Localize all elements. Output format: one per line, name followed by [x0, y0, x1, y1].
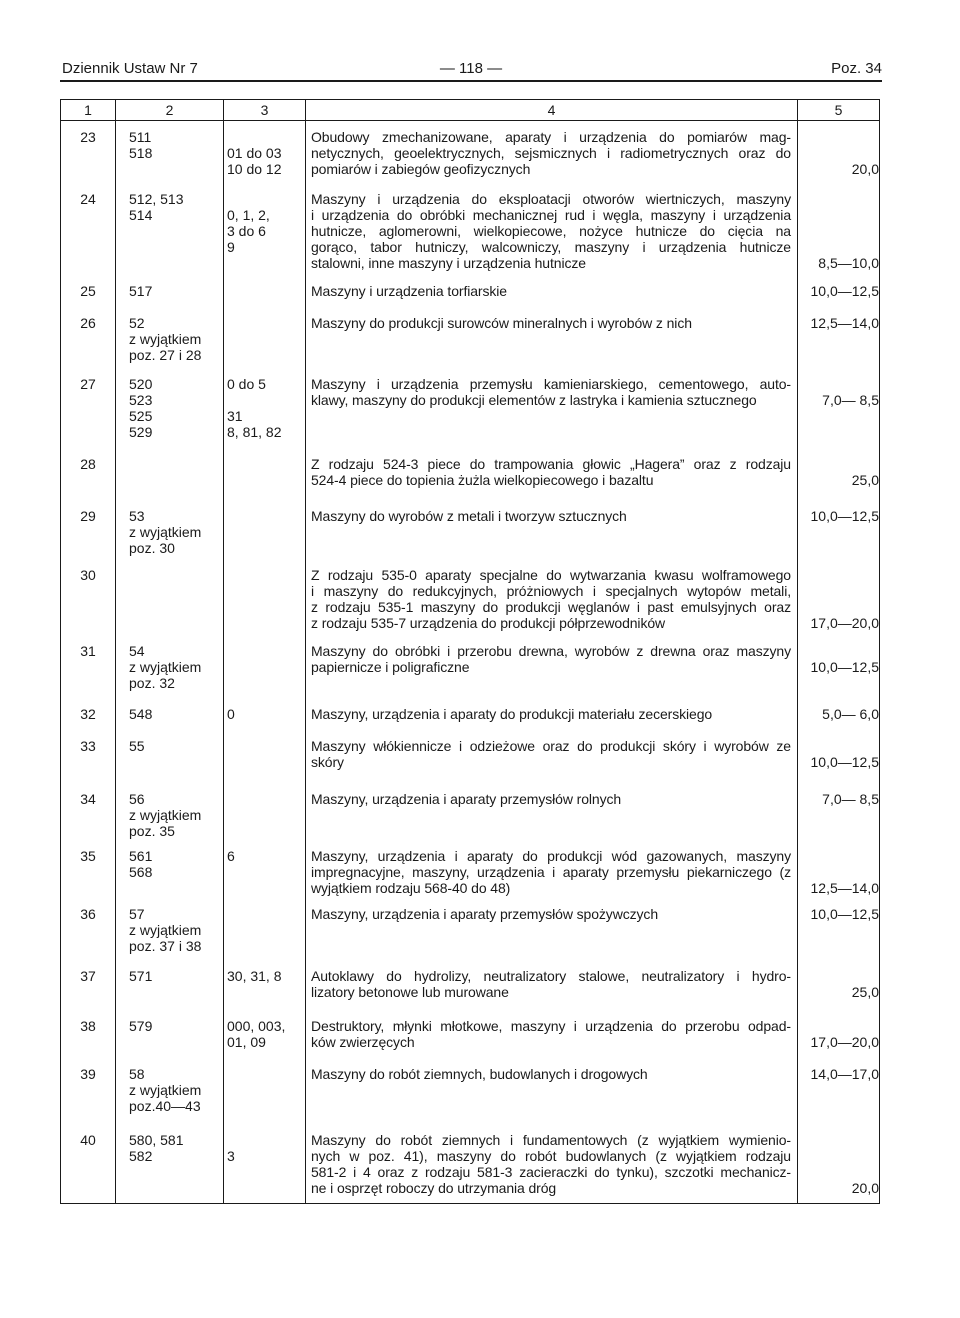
group-code: 517	[129, 283, 153, 299]
row-number: 27	[80, 376, 96, 392]
group-code: 56	[129, 791, 145, 807]
group-code: poz. 35	[129, 823, 175, 839]
position-number: Poz. 34	[831, 60, 882, 77]
description-line: nych w poz. 41), maszyny do robót budowlanych (z wyjątkiem rodzaju	[311, 1148, 791, 1164]
description-line: klawy, maszyny do produkcji elementów z lastryka i kamienia sztucznego	[311, 392, 757, 408]
subgroup-code: 9	[227, 239, 235, 255]
description-line: Maszyny do obróbki i przerobu drewna, wyrobów z drewna oraz maszyny	[311, 643, 791, 659]
subgroup-code: 3 do 6	[227, 223, 266, 239]
subgroup-code: 30, 31, 8	[227, 968, 282, 984]
group-code: 53	[129, 508, 145, 524]
depreciation-rate: 7,0— 8,5	[822, 392, 879, 408]
row-number: 37	[80, 968, 96, 984]
group-code: 58	[129, 1066, 145, 1082]
subgroup-code: 3	[227, 1148, 235, 1164]
group-code: 580, 581	[129, 1132, 184, 1148]
depreciation-rate: 10,0—12,5	[810, 906, 879, 922]
subgroup-code: 0, 1, 2,	[227, 207, 270, 223]
group-code: 523	[129, 392, 153, 408]
description-line: Maszyny do robót ziemnych i fundamentowych (z wyjątkiem wymienio-	[311, 1132, 791, 1148]
group-code: 548	[129, 706, 153, 722]
row-number: 35	[80, 848, 96, 864]
subgroup-code: 6	[227, 848, 235, 864]
subgroup-code: 0	[227, 706, 235, 722]
group-code: 525	[129, 408, 153, 424]
row-number: 26	[80, 315, 96, 331]
group-code: 54	[129, 643, 145, 659]
depreciation-rate: 17,0—20,0	[810, 615, 879, 631]
row-number: 30	[80, 567, 96, 583]
depreciation-rate: 8,5—10,0	[818, 255, 879, 271]
depreciation-rate: 20,0	[851, 1180, 879, 1196]
description-line: stalowni, inne maszyny i urządzenia hutnicze	[311, 255, 586, 271]
group-code: z wyjątkiem	[129, 1082, 202, 1098]
description-line: Maszyny do robót ziemnych, budowlanych i drogowych	[311, 1066, 648, 1082]
column-header-2: 2	[165, 102, 174, 118]
description-line: pomiarów i zabiegów geofizycznych	[311, 161, 531, 177]
row-number: 39	[80, 1066, 96, 1082]
row-number: 38	[80, 1018, 96, 1034]
group-code: z wyjątkiem	[129, 524, 202, 540]
description-line: skóry	[311, 754, 344, 770]
description-line: netycznych, geoelektrycznych, sejsmicznych i radiometrycznych oraz do	[311, 145, 791, 161]
depreciation-rate: 7,0— 8,5	[822, 791, 879, 807]
group-code: 529	[129, 424, 153, 440]
description-line: i urządzenia do obróbki mechanicznej rud i węgla, maszyny i urządzenia	[311, 207, 791, 223]
column-divider	[223, 100, 224, 1203]
row-number: 36	[80, 906, 96, 922]
group-code: 561	[129, 848, 153, 864]
subgroup-code: 0 do 5	[227, 376, 266, 392]
group-code: 520	[129, 376, 153, 392]
depreciation-rate: 25,0	[851, 984, 879, 1000]
depreciation-rate: 17,0—20,0	[810, 1034, 879, 1050]
description-line: Obudowy zmechanizowane, aparaty i urządzenia do pomiarów mag-	[311, 129, 791, 145]
row-number: 33	[80, 738, 96, 754]
group-code: poz. 32	[129, 675, 175, 691]
depreciation-rate: 10,0—12,5	[810, 283, 879, 299]
depreciation-rate: 5,0— 6,0	[822, 706, 879, 722]
row-number: 29	[80, 508, 96, 524]
description-line: wyjątkiem rodzaju 568-40 do 48)	[311, 880, 511, 896]
description-line: Maszyny i urządzenia do eksploatacji otworów wiertniczych, maszyny	[311, 191, 791, 207]
row-number: 32	[80, 706, 96, 722]
description-line: z rodzaju 535-7 urządzenia do produkcji półprzewodników	[311, 615, 666, 631]
description-line: 524-4 piece do topienia żużla wielkopiecowego i bazaltu	[311, 472, 654, 488]
row-number: 34	[80, 791, 96, 807]
row-number: 25	[80, 283, 96, 299]
subgroup-code: 8, 81, 82	[227, 424, 282, 440]
description-line: Maszyny włókiennicze i odzieżowe oraz do produkcji skóry i wyrobów ze	[311, 738, 791, 754]
depreciation-rate: 10,0—12,5	[810, 754, 879, 770]
subgroup-code: 01, 09	[227, 1034, 266, 1050]
group-code: z wyjątkiem	[129, 922, 202, 938]
group-code: z wyjątkiem	[129, 659, 202, 675]
group-code: 57	[129, 906, 145, 922]
column-header-3: 3	[260, 102, 269, 118]
group-code: 512, 513	[129, 191, 184, 207]
row-number: 23	[80, 129, 96, 145]
group-code: 568	[129, 864, 153, 880]
group-code: poz. 27 i 28	[129, 347, 202, 363]
group-code: 55	[129, 738, 145, 754]
group-code: z wyjątkiem	[129, 331, 202, 347]
group-code: poz. 37 i 38	[129, 938, 202, 954]
subgroup-code: 10 do 12	[227, 161, 282, 177]
description-line: ne i osprzęt roboczy do utrzymania dróg	[311, 1180, 557, 1196]
depreciation-rate: 14,0—17,0	[810, 1066, 879, 1082]
depreciation-rate: 20,0	[851, 161, 879, 177]
group-code: 511	[129, 129, 152, 145]
description-line: 581-2 i 4 oraz z rodzaju 581-3 zacieraczki do tynku), szczotki mechanicz-	[311, 1164, 791, 1180]
depreciation-rate: 10,0—12,5	[810, 659, 879, 675]
description-line: lizatory betonowe lub murowane	[311, 984, 509, 1000]
header-divider	[61, 120, 879, 121]
depreciation-rate: 12,5—14,0	[810, 315, 879, 331]
description-line: hutnicze, aglomerowni, wielkopiecowe, nożyce hutnicze do cięcia na	[311, 223, 791, 239]
description-line: i maszyny do redukcyjnych, próżniowych i specjalnych wytopów metali,	[311, 583, 791, 599]
group-code: 582	[129, 1148, 153, 1164]
depreciation-rate: 25,0	[851, 472, 879, 488]
subgroup-code: 01 do 03	[227, 145, 282, 161]
page-header	[60, 58, 882, 82]
subgroup-code: 000, 003,	[227, 1018, 286, 1034]
row-number: 28	[80, 456, 96, 472]
column-header-1: 1	[84, 102, 92, 118]
description-line: Maszyny, urządzenia i aparaty do produkcji materiału zecerskiego	[311, 706, 713, 722]
description-line: Maszyny i urządzenia przemysłu kamieniarskiego, cementowego, auto-	[311, 376, 791, 392]
group-code: poz.40—43	[129, 1098, 201, 1114]
description-line: z rodzaju 535-1 maszyny do produkcji węglanów i past emulsyjnych oraz	[311, 599, 791, 615]
description-line: impregnacyjne, maszyny, urządzenia i aparaty przemysłu piekarniczego (z	[311, 864, 791, 880]
description-line: Maszyny do produkcji surowców mineralnych i wyrobów z nich	[311, 315, 692, 331]
description-line: gorąco, tabor hutniczy, walcowniczy, maszyny i urządzenia hutnicze	[311, 239, 791, 255]
description-line: Z rodzaju 535-0 aparaty specjalne do wytwarzania kwasu wolframowego	[311, 567, 791, 583]
group-code: z wyjątkiem	[129, 807, 202, 823]
description-line: ków zwierzęcych	[311, 1034, 415, 1050]
row-number: 40	[80, 1132, 96, 1148]
description-line: papiernicze i poligraficzne	[311, 659, 470, 675]
description-line: Maszyny, urządzenia i aparaty przemysłów rolnych	[311, 791, 622, 807]
description-line: Maszyny do wyrobów z metali i tworzyw sztucznych	[311, 508, 627, 524]
group-code: 579	[129, 1018, 153, 1034]
group-code: 571	[129, 968, 153, 984]
description-line: Z rodzaju 524-3 piece do trampowania głowic „Hagera” oraz z rodzaju	[311, 456, 791, 472]
group-code: 518	[129, 145, 153, 161]
subgroup-code: 31	[227, 408, 243, 424]
depreciation-rate: 12,5—14,0	[810, 880, 879, 896]
depreciation-rate: 10,0—12,5	[810, 508, 879, 524]
description-line: Autoklawy do hydrolizy, neutralizatory stalowe, neutralizatory i hydro-	[311, 968, 791, 984]
group-code: 514	[129, 207, 153, 223]
description-line: Maszyny, urządzenia i aparaty do produkcji wód gazowanych, maszyny	[311, 848, 791, 864]
group-code: poz. 30	[129, 540, 175, 556]
description-line: Destruktory, młynki młotkowe, maszyny i urządzenia do przerobu odpad-	[311, 1018, 791, 1034]
page-number: — 118 —	[439, 60, 503, 77]
row-number: 31	[80, 643, 96, 659]
column-divider	[115, 100, 116, 1203]
journal-title: Dziennik Ustaw Nr 7	[62, 60, 198, 77]
column-header-5: 5	[834, 102, 843, 118]
group-code: 52	[129, 315, 145, 331]
column-header-4: 4	[547, 102, 556, 118]
description-line: Maszyny, urządzenia i aparaty przemysłów spożywczych	[311, 906, 659, 922]
depreciation-table	[60, 99, 880, 1204]
description-line: Maszyny i urządzenia torfiarskie	[311, 283, 507, 299]
row-number: 24	[80, 191, 96, 207]
